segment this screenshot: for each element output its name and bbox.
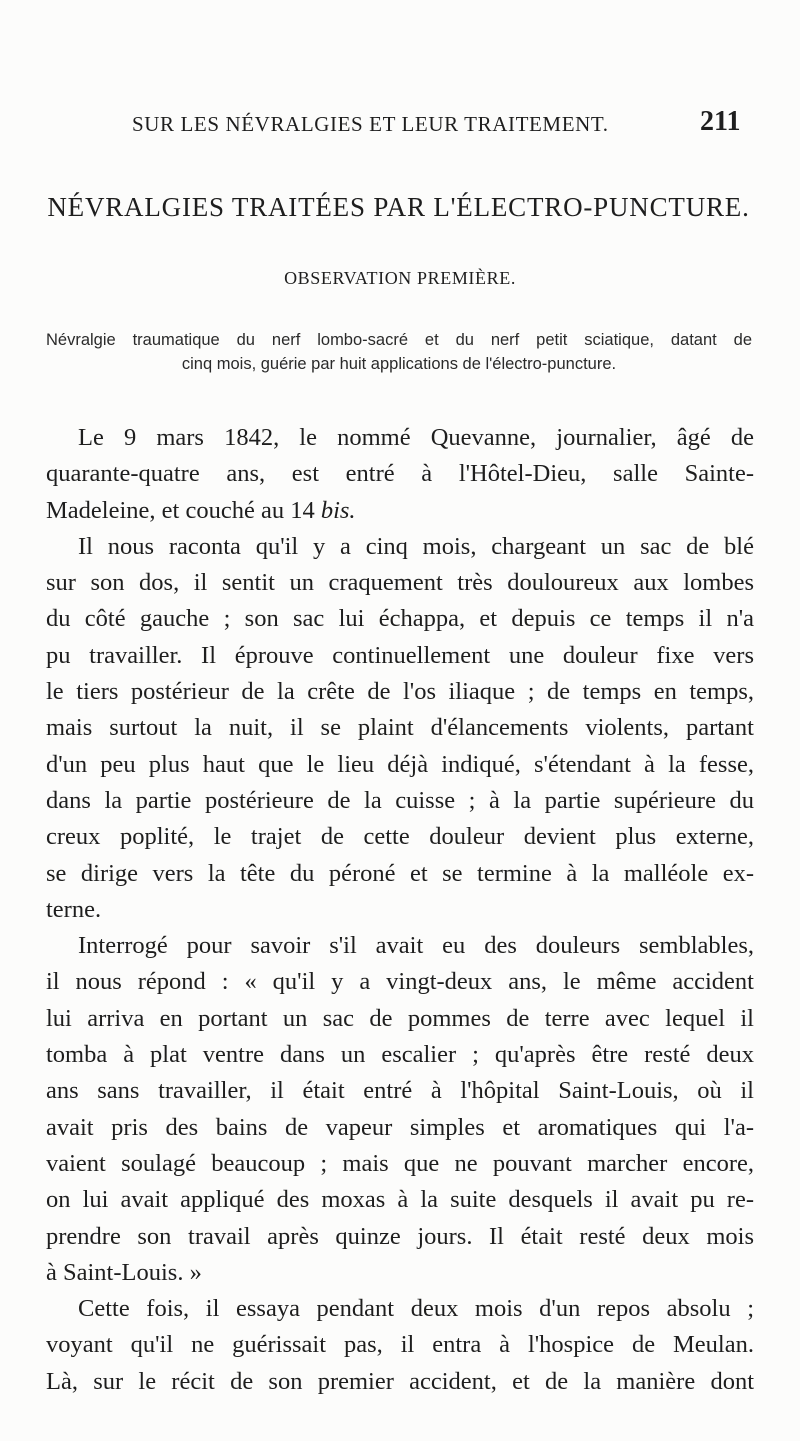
paragraph-4-line: Cette fois, il essaya pendant deux mois d'un repos absolu ; <box>78 1295 754 1323</box>
running-header-title: SUR LES NÉVRALGIES ET LEUR TRAITEMENT. <box>132 112 609 136</box>
section-title: NÉVRALGIES TRAITÉES PAR L'ÉLECTRO-PUNCTURE. <box>47 192 750 222</box>
paragraph-3-line: il nous répond : « qu'il y a vingt-deux ans, le même accident <box>46 968 754 996</box>
paragraph-1-line: Le 9 mars 1842, le nommé Quevanne, journalier, âgé de <box>78 424 754 451</box>
observation-summary <box>46 328 752 376</box>
body-text <box>46 420 754 1400</box>
paragraph-2-line: mais surtout la nuit, il se plaint d'élancements violents, partant <box>46 714 754 742</box>
paragraph-3-line: avait pris des bains de vapeur simples et aromatiques qui l'a- <box>46 1113 754 1141</box>
paragraph-1-line: quarante-quatre ans, est entré à l'Hôtel-Dieu, salle Sainte- <box>46 460 754 488</box>
paragraph-2-line: pu travailler. Il éprouve continuellement une douleur fixe vers <box>46 641 754 669</box>
paragraph-2-line: se dirige vers la tête du péroné et se termine à la malléole ex- <box>46 859 754 887</box>
paragraph-3-line: à Saint-Louis. » <box>46 1258 202 1286</box>
paragraph-3-line: vaient soulagé beaucoup ; mais que ne pouvant marcher encore, <box>46 1149 754 1177</box>
page-number: 211 <box>700 106 741 137</box>
paragraph-2-line: du côté gauche ; son sac lui échappa, et depuis ce temps il n'a <box>46 605 754 633</box>
paragraph-2-line: le tiers postérieur de la crête de l'os iliaque ; de temps en temps, <box>46 678 754 706</box>
paragraph-2-line: dans la partie postérieure de la cuisse ; à la partie supérieure du <box>46 786 754 814</box>
paragraph-2-line: creux poplité, le trajet de cette douleur devient plus externe, <box>46 823 754 851</box>
observation-heading: OBSERVATION PREMIÈRE. <box>284 268 516 288</box>
paragraph-2-line: sur son dos, il sentit un craquement très douloureux aux lombes <box>46 569 754 597</box>
paragraph-3-line: on lui avait appliqué des moxas à la suite desquels il avait pu re- <box>46 1186 754 1214</box>
paragraph-2-line: d'un peu plus haut que le lieu déjà indiqué, s'étendant à la fesse, <box>46 750 754 778</box>
paragraph-2-line: Il nous raconta qu'il y a cinq mois, chargeant un sac de blé <box>78 532 754 560</box>
paragraph-3-line: lui arriva en portant un sac de pommes de terre avec lequel il <box>46 1004 754 1032</box>
paragraph-3-line: tomba à plat ventre dans un escalier ; qu'après être resté deux <box>46 1041 754 1069</box>
paragraph-1-line <box>46 493 754 529</box>
paragraph-3-line: Interrogé pour savoir s'il avait eu des douleurs semblables, <box>78 932 754 960</box>
paragraph-1-text: Madeleine, et couché au 14 <box>46 496 321 524</box>
bis-italic: bis. <box>320 496 356 524</box>
paragraph-4-line: Là, sur le récit de son premier accident, et de la manière dont <box>46 1367 754 1395</box>
paragraph-3-line: ans sans travailler, il était entré à l'hôpital Saint-Louis, où il <box>46 1077 754 1105</box>
paragraph-2-line: terne. <box>46 895 102 923</box>
show-through-ghost <box>40 150 760 180</box>
summary-line: cinq mois, guérie par huit applications de l'électro-puncture. <box>181 355 617 373</box>
summary-line: Névralgie traumatique du nerf lombo-sacré et du nerf petit sciatique, datant de <box>46 331 752 349</box>
paragraph-3-line: prendre son travail après quinze jours. Il était resté deux mois <box>46 1222 754 1250</box>
paragraph-4-line: voyant qu'il ne guérissait pas, il entra à l'hospice de Meulan. <box>46 1331 754 1359</box>
